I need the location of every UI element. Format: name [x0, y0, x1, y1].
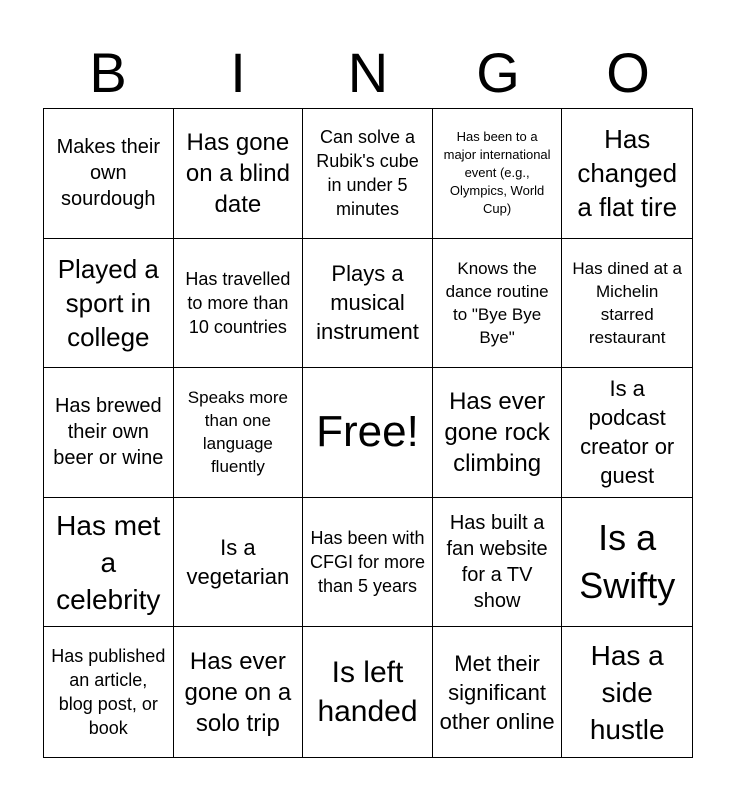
bingo-cell[interactable]: [174, 498, 304, 628]
header-letter-o: O: [606, 41, 650, 104]
cell-text: Played a sport in college: [57, 253, 159, 352]
bingo-cell[interactable]: [44, 627, 174, 757]
cell-text: Has been with CFGI for more than 5 years: [309, 528, 425, 597]
header-letter-n: N: [347, 41, 389, 104]
cell-text: Plays a musical instrument: [316, 261, 419, 345]
cell-text: Is a Swifty: [579, 517, 676, 607]
cell-text: Met their significant other online: [439, 650, 555, 734]
cell-text: Has travelled to more than 10 countries: [185, 268, 291, 337]
header-letter-i: I: [230, 41, 246, 104]
bingo-cell[interactable]: [44, 498, 174, 628]
cell-text: Has ever gone on a solo trip: [184, 647, 292, 737]
bingo-cell[interactable]: [303, 109, 433, 239]
cell-text: Has been to a major international event (e.g., Olympics, World Cup): [443, 129, 551, 217]
cell-text: Is a vegetarian: [186, 535, 290, 590]
bingo-cell[interactable]: [562, 627, 692, 757]
bingo-cell[interactable]: [44, 109, 174, 239]
bingo-cell[interactable]: [433, 239, 563, 369]
bingo-cell[interactable]: [44, 239, 174, 369]
cell-text: Is left handed: [317, 656, 418, 729]
bingo-cell[interactable]: [303, 498, 433, 628]
free-cell[interactable]: [303, 368, 433, 498]
cell-text: Can solve a Rubik's cube in under 5 minutes: [316, 127, 419, 220]
bingo-cell[interactable]: [174, 239, 304, 369]
bingo-cell[interactable]: [174, 109, 304, 239]
bingo-cell[interactable]: [174, 627, 304, 757]
cell-text: Free!: [316, 407, 419, 457]
header-letter-g: G: [476, 41, 520, 104]
bingo-cell[interactable]: [433, 627, 563, 757]
cell-text: Is a podcast creator or guest: [580, 376, 675, 489]
cell-text: Speaks more than one language fluently: [187, 388, 288, 477]
bingo-cell[interactable]: [44, 368, 174, 498]
cell-text: Has built a fan website for a TV show: [446, 512, 548, 613]
cell-text: Has gone on a blind date: [185, 128, 290, 218]
cell-text: Makes their own sourdough: [56, 136, 160, 211]
cell-text: Has met a celebrity: [56, 509, 161, 615]
bingo-cell[interactable]: [562, 109, 692, 239]
bingo-cell[interactable]: [303, 239, 433, 369]
cell-text: Knows the dance routine to "Bye Bye Bye": [445, 258, 549, 347]
bingo-cell[interactable]: [174, 368, 304, 498]
header-letter-b: B: [89, 41, 127, 104]
cell-text: Has dined at a Michelin starred restaurant: [572, 258, 683, 347]
bingo-cell[interactable]: [433, 109, 563, 239]
cell-text: Has a side hustle: [589, 639, 665, 745]
bingo-cell[interactable]: [562, 239, 692, 369]
cell-text: Has brewed their own beer or wine: [53, 395, 164, 470]
bingo-cell[interactable]: [433, 498, 563, 628]
cell-text: Has ever gone rock climbing: [444, 387, 550, 477]
bingo-header: [43, 38, 693, 108]
bingo-cell[interactable]: [562, 498, 692, 628]
cell-text: Has published an article, blog post, or book: [51, 646, 166, 739]
bingo-board: [43, 108, 693, 758]
cell-text: Has changed a flat tire: [577, 124, 678, 223]
bingo-cell[interactable]: [562, 368, 692, 498]
bingo-cell[interactable]: [303, 627, 433, 757]
bingo-cell[interactable]: [433, 368, 563, 498]
